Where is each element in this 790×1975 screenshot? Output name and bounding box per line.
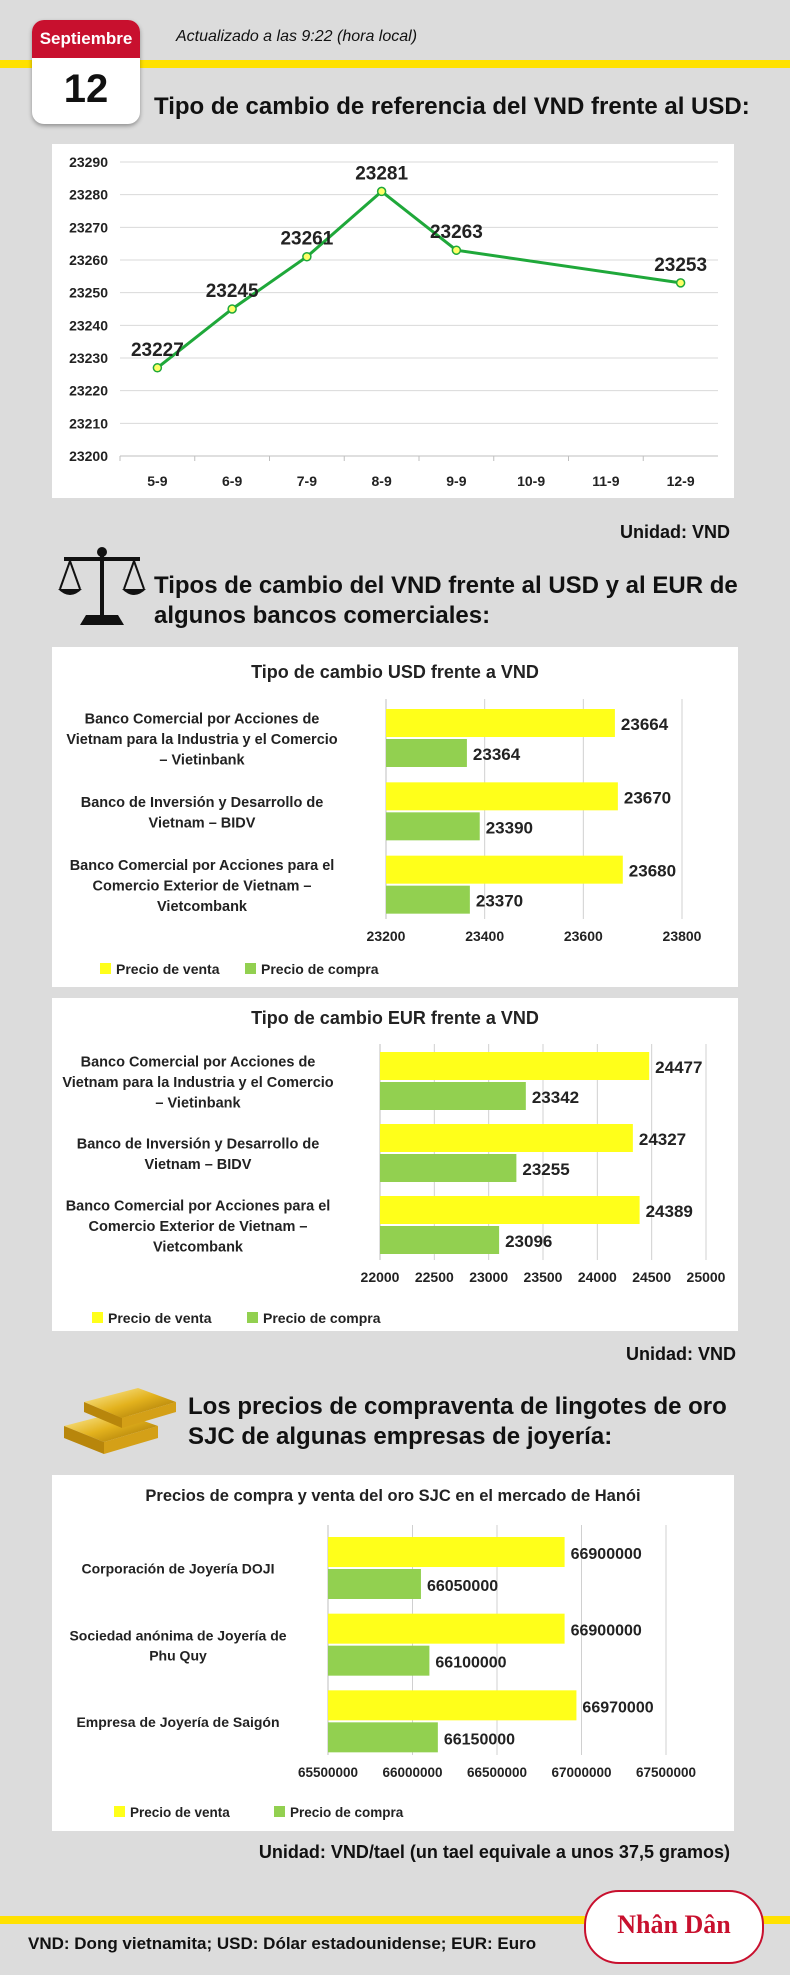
x-tick-label: 22000: [360, 1269, 400, 1285]
x-tick-label: 66500000: [466, 1765, 528, 1780]
data-label: 23680: [628, 861, 677, 881]
data-label: 66900000: [570, 1546, 642, 1563]
eur-bar-chart: [52, 998, 738, 1331]
series-line: [157, 191, 680, 367]
category-label: Vietnam – BIDV: [148, 815, 256, 832]
bar-buy: [380, 1226, 499, 1254]
legend-label: Precio de venta: [130, 1805, 230, 1820]
chart-title: Tipo de cambio EUR frente a VND: [251, 1008, 539, 1028]
data-label: 23670: [623, 788, 672, 808]
legend-swatch-buy: [245, 963, 256, 974]
scales-icon: [56, 545, 148, 629]
data-label: 23227: [130, 339, 184, 361]
x-tick-label: 67500000: [635, 1765, 697, 1780]
data-point: [153, 364, 161, 372]
category-label: Corporación de Joyería DOJI: [81, 1560, 275, 1577]
bar-buy: [328, 1569, 421, 1599]
section2-title-line2: algunos bancos comerciales:: [154, 602, 491, 629]
data-label: 23263: [429, 222, 483, 244]
data-label: 23342: [531, 1088, 580, 1107]
x-tick-label: 6-9: [222, 473, 243, 489]
legend-swatch-sell: [114, 1806, 125, 1817]
y-tick-label: 23250: [69, 284, 108, 301]
legend-label: Precio de compra: [261, 961, 379, 977]
x-tick-label: 22500: [414, 1269, 454, 1285]
data-label: 23261: [280, 228, 334, 250]
bar-sell: [380, 1196, 640, 1224]
bar-buy: [386, 739, 467, 767]
x-tick-label: 65500000: [297, 1765, 359, 1780]
x-tick-label: 23000: [469, 1269, 509, 1285]
bar-buy: [380, 1082, 526, 1110]
bar-buy: [386, 812, 480, 840]
bar-sell: [328, 1614, 565, 1644]
bar-buy: [386, 886, 470, 914]
chart-title: Tipo de cambio USD frente a VND: [251, 662, 539, 682]
x-tick-label: 5-9: [147, 473, 168, 489]
data-label: 23096: [505, 1232, 553, 1251]
bar-sell: [386, 709, 615, 737]
data-label: 23390: [485, 818, 534, 838]
x-tick-label: 25000: [686, 1269, 726, 1285]
x-tick-label: 10-9: [517, 473, 546, 489]
legend-label: Precio de compra: [290, 1805, 404, 1820]
category-label: Comercio Exterior de Vietnam –: [92, 878, 312, 895]
category-label: Banco Comercial por Acciones para el: [65, 1198, 331, 1215]
data-label: 23664: [620, 715, 669, 734]
legend-label: Precio de venta: [108, 1310, 212, 1326]
legend-swatch-sell: [92, 1312, 103, 1323]
y-tick-label: 23280: [69, 186, 108, 203]
x-tick-label: 23800: [662, 928, 702, 944]
x-tick-label: 67000000: [551, 1765, 612, 1780]
category-label: Sociedad anónima de Joyería de: [69, 1627, 287, 1644]
data-label: 23281: [355, 163, 409, 185]
reference-rate-panel: [52, 144, 734, 498]
data-point: [378, 187, 386, 195]
eur-panel: [52, 998, 738, 1331]
y-tick-label: 23260: [69, 252, 108, 268]
category-label: Empresa de Joyería de Saigón: [76, 1714, 280, 1730]
legend-swatch-buy: [247, 1312, 258, 1323]
date-badge: [32, 20, 140, 124]
category-label: Vietcombank: [157, 899, 247, 915]
gold-panel: [52, 1475, 734, 1831]
section2-title-line1: Tipos de cambio del VND frente al USD y al EUR de: [154, 572, 738, 599]
chart-title: Precios de compra y venta del oro SJC en el mercado de Hanói: [145, 1487, 641, 1505]
data-point: [228, 305, 236, 313]
bar-sell: [328, 1537, 565, 1567]
category-label: Comercio Exterior de Vietnam –: [88, 1218, 308, 1235]
nhan-dan-logo[interactable]: Nhân Dân: [584, 1890, 764, 1964]
data-label: 24477: [655, 1058, 703, 1077]
category-label: Banco de Inversión y Desarrollo de: [80, 794, 324, 811]
usd-bar-chart: [52, 647, 738, 987]
y-tick-label: 23240: [69, 317, 108, 334]
x-tick-label: 23400: [465, 928, 505, 944]
x-tick-label: 9-9: [446, 473, 467, 489]
data-label: 23255: [522, 1160, 570, 1179]
x-tick-label: 23500: [523, 1269, 563, 1285]
x-tick-label: 23200: [366, 928, 406, 944]
y-tick-label: 23270: [69, 219, 108, 236]
x-tick-label: 23600: [563, 928, 603, 944]
category-label: – Vietinbank: [159, 752, 245, 769]
data-label: 66100000: [435, 1654, 507, 1672]
reference-rate-line-chart: [52, 144, 734, 498]
data-label: 66050000: [426, 1578, 499, 1595]
date-day: 12: [63, 67, 109, 111]
bar-sell: [380, 1052, 649, 1080]
bar-buy: [380, 1154, 516, 1182]
category-label: Banco Comercial por Acciones de: [84, 711, 320, 728]
x-tick-label: 7-9: [296, 473, 317, 489]
footer-note: VND: Dong vietnamita; USD: Dólar estadounidense; EUR: Euro: [28, 1934, 537, 1953]
data-point: [452, 246, 460, 254]
bar-buy: [328, 1646, 429, 1676]
legend-swatch-buy: [274, 1806, 285, 1817]
y-tick-label: 23200: [69, 448, 108, 464]
bar-sell: [386, 782, 618, 810]
section1-unit: Unidad: VND: [620, 522, 730, 542]
data-label: 66900000: [570, 1622, 642, 1640]
category-label: – Vietinbank: [155, 1095, 241, 1112]
section3-title-line1: Los precios de compraventa de lingotes de oro: [188, 1393, 727, 1420]
data-label: 23253: [654, 254, 708, 276]
updated-time: Actualizado a las 9:22 (hora local): [176, 28, 418, 45]
bar-buy: [328, 1722, 438, 1752]
x-tick-label: 8-9: [371, 473, 392, 489]
x-tick-label: 66000000: [382, 1765, 443, 1780]
x-tick-label: 24000: [577, 1269, 617, 1285]
data-label: 23364: [472, 745, 521, 764]
category-label: Vietnam – BIDV: [144, 1157, 252, 1174]
category-label: Banco Comercial por Acciones de: [80, 1054, 316, 1071]
x-tick-label: 24500: [632, 1269, 672, 1285]
category-label: Banco Comercial por Acciones para el: [69, 858, 335, 874]
data-label: 23370: [475, 891, 524, 911]
data-point: [303, 253, 311, 261]
section1-title: Tipo de cambio de referencia del VND frente al USD:: [154, 93, 750, 120]
bar-sell: [386, 856, 623, 884]
data-label: 66970000: [582, 1699, 654, 1717]
legend-label: Precio de venta: [116, 961, 220, 977]
x-tick-label: 12-9: [666, 473, 695, 489]
date-month: Septiembre: [32, 20, 140, 58]
data-label: 24327: [638, 1130, 687, 1149]
data-point: [677, 279, 685, 287]
legend-swatch-sell: [100, 963, 111, 974]
section2-unit: Unidad: VND: [626, 1344, 736, 1364]
data-label: 24389: [645, 1202, 693, 1221]
x-tick-label: 11-9: [592, 473, 620, 489]
category-label: Banco de Inversión y Desarrollo de: [76, 1136, 320, 1153]
section3-title-line2: SJC de algunas empresas de joyería:: [188, 1423, 613, 1450]
gold-bars-icon: [58, 1378, 180, 1460]
bar-sell: [328, 1690, 576, 1720]
category-label: Phu Quy: [149, 1647, 207, 1664]
category-label: Vietcombank: [153, 1239, 243, 1256]
y-tick-label: 23220: [69, 382, 108, 399]
category-label: Vietnam para la Industria y el Comercio: [66, 731, 338, 748]
bar-sell: [380, 1124, 633, 1152]
data-label: 23245: [205, 281, 259, 302]
usd-panel: [52, 647, 738, 987]
y-tick-label: 23210: [69, 415, 108, 432]
y-tick-label: 23290: [69, 154, 108, 170]
legend-label: Precio de compra: [263, 1310, 381, 1326]
gold-bar-chart: [52, 1475, 734, 1831]
category-label: Vietnam para la Industria y el Comercio: [62, 1074, 334, 1091]
y-tick-label: 23230: [69, 350, 108, 366]
data-label: 66150000: [443, 1731, 516, 1749]
section3-unit: Unidad: VND/tael (un tael equivale a unos 37,5 gramos): [258, 1842, 730, 1862]
